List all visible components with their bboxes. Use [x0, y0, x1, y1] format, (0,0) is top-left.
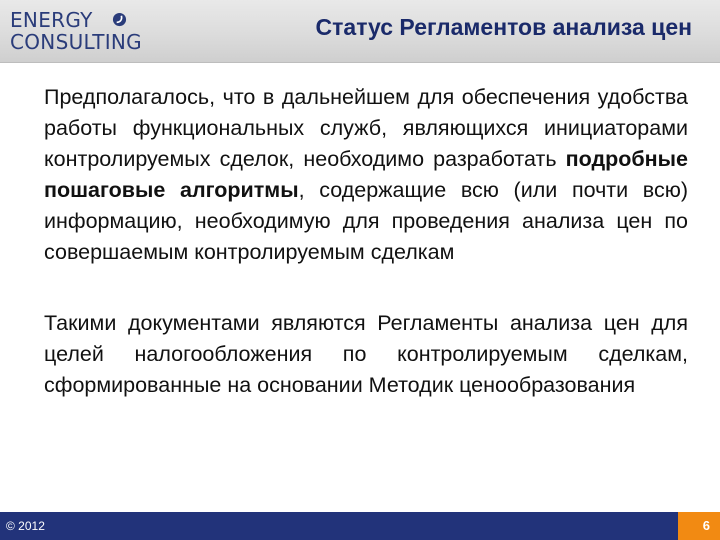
- company-logo: [10, 8, 150, 56]
- paragraph-intent: [44, 82, 688, 268]
- paragraph-intent-text-after: , содержащие всю (или почти всю) информацию, необходимую для проведения анализа цен по совершаемым контролируемым сделкам: [44, 178, 689, 264]
- slide-title: Статус Регламентов анализа цен: [315, 14, 692, 40]
- paragraph-intent-text-before: Предполагалось, что в дальнейшем для обеспечения удобства работы функциональных служб, являющихся инициаторами контролируемых сделок, необходимо разработать: [44, 85, 688, 171]
- slide-header: [0, 0, 720, 63]
- paragraph-documents: Такими документами являются Регламенты анализа цен для целей налогообложения по контролируемым сделкам, сформированные на основании Методик ценообразования: [44, 311, 688, 397]
- slide-footer: [0, 512, 720, 540]
- logo-text-consulting: CONSULTING: [10, 30, 142, 54]
- logo-text-energy: ENERGY: [10, 8, 93, 32]
- slide-body: [44, 82, 688, 401]
- copyright-text: © 2012: [6, 519, 45, 533]
- logo-swirl-icon: [112, 12, 127, 27]
- paragraph-intent-emphasis: подробные пошаговые алгоритмы: [44, 147, 688, 202]
- page-number: 6: [678, 512, 720, 540]
